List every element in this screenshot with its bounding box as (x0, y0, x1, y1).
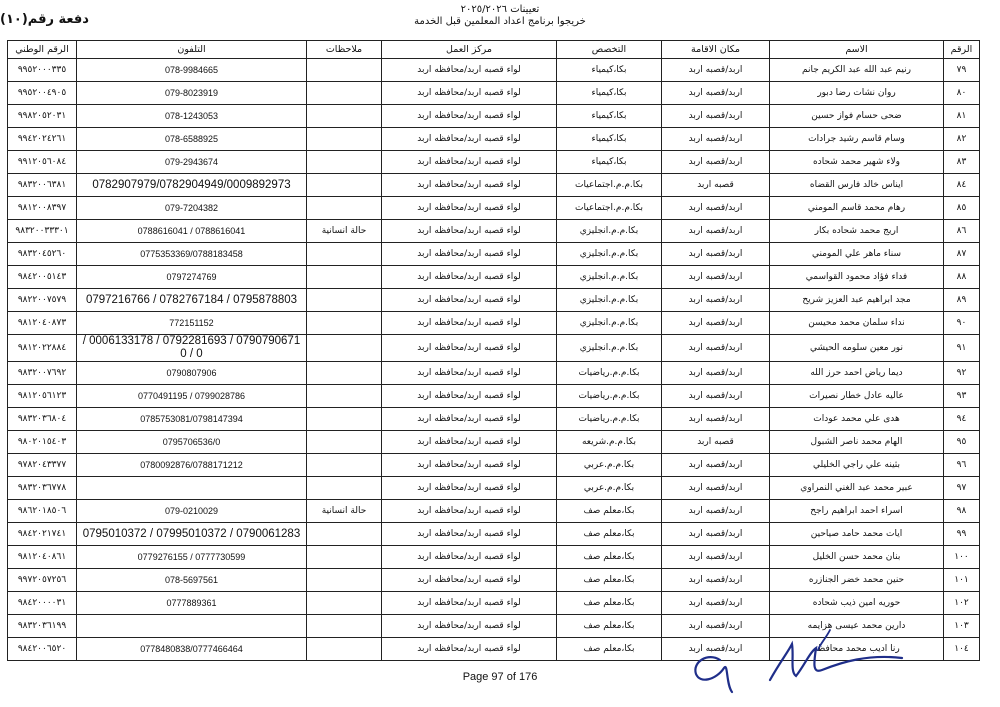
cell-num: ١٠٤ (944, 638, 980, 661)
cell-residence: اربد/قصبه اربد (662, 105, 770, 128)
cell-phone: 0790061283 / 07995010372 / 0795010372 (77, 523, 307, 546)
table-row (8, 312, 980, 335)
cell-residence: قصبه اربد (662, 174, 770, 197)
cell-workplace: لواء قصبه اربد/محافظه اربد (382, 477, 557, 500)
cell-phone: 079-0210029 (77, 500, 307, 523)
cell-residence: اربد/قصبه اربد (662, 362, 770, 385)
col-header-phone: التلفون (77, 41, 307, 59)
cell-notes (307, 408, 382, 431)
cell-specialty: بكا،معلم صف (557, 638, 662, 661)
cell-num: ٨١ (944, 105, 980, 128)
table-row (8, 335, 980, 362)
cell-residence: اربد/قصبه اربد (662, 220, 770, 243)
cell-notes (307, 362, 382, 385)
table-row (8, 82, 980, 105)
cell-national-id: ٩٩٥٢٠٠٠٣٣٥ (8, 59, 77, 82)
cell-national-id: ٩٨٣٢٠٤٥٢٦٠ (8, 243, 77, 266)
cell-specialty: بكا،كيمياء (557, 151, 662, 174)
cell-workplace: لواء قصبه اربد/محافظه اربد (382, 638, 557, 661)
cell-name: نور معين سلومه الحيشي (770, 335, 944, 362)
cell-national-id: ٩٨٣٢٠٣٦٨٠٤ (8, 408, 77, 431)
cell-name: روان نشات رضا دبور (770, 82, 944, 105)
cell-num: ٨٣ (944, 151, 980, 174)
cell-notes (307, 128, 382, 151)
cell-num: ٨٢ (944, 128, 980, 151)
col-header-workplace: مركز العمل (382, 41, 557, 59)
cell-specialty: بكا،معلم صف (557, 615, 662, 638)
cell-national-id: ٩٨١٢٠٥٦١٢٣ (8, 385, 77, 408)
cell-specialty: بكا.م.م.انجليزي (557, 243, 662, 266)
cell-num: ٩١ (944, 335, 980, 362)
cell-national-id: ٩٩٨٢٠٥٢٠٣١ (8, 105, 77, 128)
cell-phone: 079-8023919 (77, 82, 307, 105)
cell-num: ٩٨ (944, 500, 980, 523)
cell-national-id: ٩٨٣٢٠٣٦١٩٩ (8, 615, 77, 638)
cell-notes (307, 335, 382, 362)
cell-workplace: لواء قصبه اربد/محافظه اربد (382, 431, 557, 454)
cell-specialty: بكا.م.م.اجتماعيات (557, 197, 662, 220)
table-row (8, 454, 980, 477)
cell-name: دارين محمد عيسى هزايمه (770, 615, 944, 638)
cell-phone: 0795706536/0 (77, 431, 307, 454)
cell-workplace: لواء قصبه اربد/محافظه اربد (382, 243, 557, 266)
cell-workplace: لواء قصبه اربد/محافظه اربد (382, 385, 557, 408)
cell-phone: 0795878803 / 0782767184 / 0797216766 (77, 289, 307, 312)
cell-phone: 0788616041 / 0788616041 (77, 220, 307, 243)
cell-name: ايناس خالد فارس القضاه (770, 174, 944, 197)
cell-notes (307, 82, 382, 105)
cell-national-id: ٩٩٧٢٠٥٧٢٥٦ (8, 569, 77, 592)
cell-name: هدى علي محمد عودات (770, 408, 944, 431)
cell-workplace: لواء قصبه اربد/محافظه اربد (382, 615, 557, 638)
handwritten-signature (680, 622, 910, 697)
cell-notes (307, 477, 382, 500)
cell-notes (307, 592, 382, 615)
cell-specialty: بكا.م.م.انجليزي (557, 335, 662, 362)
cell-num: ٨٠ (944, 82, 980, 105)
document-header (0, 4, 1000, 28)
cell-notes (307, 289, 382, 312)
cell-specialty: بكا،معلم صف (557, 500, 662, 523)
table-row (8, 546, 980, 569)
cell-name: اسراء احمد ابراهيم راجح (770, 500, 944, 523)
cell-num: ٩٤ (944, 408, 980, 431)
table-row (8, 266, 980, 289)
table-row (8, 151, 980, 174)
cell-notes (307, 454, 382, 477)
cell-notes (307, 59, 382, 82)
cell-phone: 772151152 (77, 312, 307, 335)
cell-notes (307, 312, 382, 335)
cell-residence: قصبه اربد (662, 431, 770, 454)
cell-name: عبير محمد عبد الغني النمراوي (770, 477, 944, 500)
cell-notes (307, 174, 382, 197)
cell-workplace: لواء قصبه اربد/محافظه اربد (382, 220, 557, 243)
cell-specialty: بكا.م.م.عربي (557, 477, 662, 500)
cell-specialty: بكا.م.م.انجليزي (557, 220, 662, 243)
cell-notes (307, 523, 382, 546)
cell-residence: اربد/قصبه اربد (662, 266, 770, 289)
cell-num: ٩٢ (944, 362, 980, 385)
cell-notes (307, 615, 382, 638)
cell-notes (307, 569, 382, 592)
cell-national-id: ٩٨١٢٠٤٠٨٦١ (8, 546, 77, 569)
cell-national-id: ٩٨٣٢٠٠٣٣٣٠١ (8, 220, 77, 243)
cell-phone: 0780092876/0788171212 (77, 454, 307, 477)
cell-num: ٨٧ (944, 243, 980, 266)
col-header-specialty: التخصص (557, 41, 662, 59)
cell-name: ايات محمد حامد صياحين (770, 523, 944, 546)
cell-notes (307, 546, 382, 569)
cell-num: ٨٦ (944, 220, 980, 243)
cell-specialty: بكا،كيمياء (557, 82, 662, 105)
table-row (8, 289, 980, 312)
cell-notes (307, 197, 382, 220)
cell-specialty: بكا،معلم صف (557, 546, 662, 569)
cell-workplace: لواء قصبه اربد/محافظه اربد (382, 82, 557, 105)
cell-national-id: ٩٩٥٢٠٠٤٩٠٥ (8, 82, 77, 105)
table-row (8, 197, 980, 220)
cell-notes (307, 385, 382, 408)
cell-notes: حالة انسانية (307, 500, 382, 523)
cell-workplace: لواء قصبه اربد/محافظه اربد (382, 523, 557, 546)
table-row (8, 500, 980, 523)
cell-workplace: لواء قصبه اربد/محافظه اربد (382, 59, 557, 82)
cell-national-id: ٩٨٤٢٠٢١٧٤١ (8, 523, 77, 546)
cell-national-id: ٩٨١٢٠٠٨٣٩٧ (8, 197, 77, 220)
table-row (8, 174, 980, 197)
cell-name: بنان محمد حسن الخليل (770, 546, 944, 569)
cell-national-id: ٩٨٦٢٠١٨٥٠٦ (8, 500, 77, 523)
cell-workplace: لواء قصبه اربد/محافظه اربد (382, 266, 557, 289)
cell-phone: 0775353369/0788183458 (77, 243, 307, 266)
cell-phone: 0777730599 / 0779276155 (77, 546, 307, 569)
cell-num: ١٠٠ (944, 546, 980, 569)
cell-phone: 0777889361 (77, 592, 307, 615)
cell-num: ٩٧ (944, 477, 980, 500)
cell-name: نداء سلمان محمد محيسن (770, 312, 944, 335)
cell-national-id: ٩٨٣٢٠٣٦٧٧٨ (8, 477, 77, 500)
cell-national-id: ٩٩٤٢٠٢٤٢٦١ (8, 128, 77, 151)
cell-phone: 0799028786 / 0770491195 (77, 385, 307, 408)
cell-specialty: بكا،معلم صف (557, 569, 662, 592)
cell-residence: اربد/قصبه اربد (662, 312, 770, 335)
cell-residence: اربد/قصبه اربد (662, 638, 770, 661)
cell-name: رنا اديب محمد محافظه (770, 638, 944, 661)
page-footer: Page 97 of 176 (462, 671, 538, 683)
cell-notes (307, 243, 382, 266)
table-row (8, 243, 980, 266)
cell-workplace: لواء قصبه اربد/محافظه اربد (382, 592, 557, 615)
cell-workplace: لواء قصبه اربد/محافظه اربد (382, 105, 557, 128)
cell-phone: 078-1243053 (77, 105, 307, 128)
cell-specialty: بكا.م.م.عربي (557, 454, 662, 477)
cell-residence: اربد/قصبه اربد (662, 454, 770, 477)
cell-phone: 078-9984665 (77, 59, 307, 82)
cell-num: ١٠٣ (944, 615, 980, 638)
cell-specialty: بكا،كيمياء (557, 59, 662, 82)
cell-phone: 079-2943674 (77, 151, 307, 174)
cell-national-id: ٩٨٤٢٠٠٦٥٢٠ (8, 638, 77, 661)
cell-residence: اربد/قصبه اربد (662, 128, 770, 151)
cell-notes (307, 151, 382, 174)
cell-phone: 078-6588925 (77, 128, 307, 151)
cell-phone (77, 615, 307, 638)
cell-notes (307, 105, 382, 128)
cell-notes (307, 431, 382, 454)
cell-num: ٩٥ (944, 431, 980, 454)
cell-name: ولاء شهير محمد شحاده (770, 151, 944, 174)
cell-workplace: لواء قصبه اربد/محافظه اربد (382, 569, 557, 592)
cell-workplace: لواء قصبه اربد/محافظه اربد (382, 546, 557, 569)
cell-workplace: لواء قصبه اربد/محافظه اربد (382, 454, 557, 477)
cell-num: ٨٩ (944, 289, 980, 312)
cell-residence: اربد/قصبه اربد (662, 477, 770, 500)
cell-residence: اربد/قصبه اربد (662, 82, 770, 105)
cell-national-id: ٩٨١٢٠٢٢٨٨٤ (8, 335, 77, 362)
cell-residence: اربد/قصبه اربد (662, 243, 770, 266)
cell-name: بثينه علي راجي الخليلي (770, 454, 944, 477)
table-row (8, 431, 980, 454)
col-header-residence: مكان الاقامة (662, 41, 770, 59)
cell-notes: حالة انسانية (307, 220, 382, 243)
cell-workplace: لواء قصبه اربد/محافظه اربد (382, 289, 557, 312)
cell-num: ٩٠ (944, 312, 980, 335)
cell-name: حنين محمد خضر الجنازره (770, 569, 944, 592)
cell-name: رنيم عبد الله عبد الكريم جانم (770, 59, 944, 82)
cell-specialty: بكا.م.م.انجليزي (557, 312, 662, 335)
cell-specialty: بكا،كيمياء (557, 128, 662, 151)
cell-national-id: ٩٨١٢٠٤٠٨٧٣ (8, 312, 77, 335)
cell-specialty: بكا،كيمياء (557, 105, 662, 128)
cell-phone: 078-5697561 (77, 569, 307, 592)
batch-number: دفعة رقم(١٠) (0, 12, 89, 27)
cell-name: وسام قاسم رشيد جرادات (770, 128, 944, 151)
cell-residence: اربد/قصبه اربد (662, 523, 770, 546)
cell-residence: اربد/قصبه اربد (662, 615, 770, 638)
cell-workplace: لواء قصبه اربد/محافظه اربد (382, 500, 557, 523)
cell-workplace: لواء قصبه اربد/محافظه اربد (382, 335, 557, 362)
cell-residence: اربد/قصبه اربد (662, 500, 770, 523)
header-line-2: خريجوا برنامج اعداد المعلمين قبل الخدمة (414, 16, 586, 27)
col-header-notes: ملاحظات (307, 41, 382, 59)
table-body (8, 59, 980, 661)
cell-residence: اربد/قصبه اربد (662, 592, 770, 615)
cell-name: حوريه امين ذيب شحاده (770, 592, 944, 615)
cell-national-id: ٩٨٠٢٠١٥٤٠٣ (8, 431, 77, 454)
table-row (8, 385, 980, 408)
cell-national-id: ٩٨٣٢٠٠٧٦٩٢ (8, 362, 77, 385)
appointments-table (7, 40, 980, 661)
cell-name: عاليه عادل خطار نصيرات (770, 385, 944, 408)
cell-residence: اربد/قصبه اربد (662, 59, 770, 82)
table-row (8, 362, 980, 385)
cell-specialty: بكا،معلم صف (557, 523, 662, 546)
cell-national-id: ٩٩١٢٠٥٦٠٨٤ (8, 151, 77, 174)
cell-specialty: بكا.م.م.شريعه (557, 431, 662, 454)
cell-residence: اربد/قصبه اربد (662, 289, 770, 312)
cell-name: فداء فؤاد محمود القواسمي (770, 266, 944, 289)
cell-num: ٨٤ (944, 174, 980, 197)
cell-residence: اربد/قصبه اربد (662, 569, 770, 592)
cell-national-id: ٩٨٤٢٠٠٠٠٣١ (8, 592, 77, 615)
header-line-1: تعيينات ٢٠٢٥/٢٠٢٦ (460, 4, 540, 15)
cell-name: مجد ابراهيم عبد العزيز شريح (770, 289, 944, 312)
cell-specialty: بكا.م.م.انجليزي (557, 289, 662, 312)
table-row (8, 569, 980, 592)
cell-national-id: ٩٨٢٢٠٠٧٥٧٩ (8, 289, 77, 312)
cell-national-id: ٩٨٣٢٠٠٦٣٨١ (8, 174, 77, 197)
cell-workplace: لواء قصبه اربد/محافظه اربد (382, 128, 557, 151)
cell-specialty: بكا.م.م.رياضيات (557, 385, 662, 408)
cell-specialty: بكا.م.م.رياضيات (557, 408, 662, 431)
cell-name: اريج محمد شحاده بكار (770, 220, 944, 243)
cell-name: ديما رياض احمد حرز الله (770, 362, 944, 385)
cell-phone (77, 477, 307, 500)
cell-num: ٨٨ (944, 266, 980, 289)
table-row (8, 477, 980, 500)
table-row (8, 220, 980, 243)
cell-name: ضحى حسام فواز حسين (770, 105, 944, 128)
table-row (8, 59, 980, 82)
cell-residence: اربد/قصبه اربد (662, 335, 770, 362)
cell-residence: اربد/قصبه اربد (662, 385, 770, 408)
cell-num: ٩٩ (944, 523, 980, 546)
table-row (8, 408, 980, 431)
cell-phone: 0790790671 / 0792281693 / 0006133178 / 0 / 0 (77, 335, 307, 362)
cell-residence: اربد/قصبه اربد (662, 546, 770, 569)
cell-notes (307, 266, 382, 289)
cell-national-id: ٩٧٨٢٠٤٣٣٧٧ (8, 454, 77, 477)
table-header-row (8, 41, 980, 59)
cell-workplace: لواء قصبه اربد/محافظه اربد (382, 174, 557, 197)
cell-residence: اربد/قصبه اربد (662, 151, 770, 174)
cell-num: ٨٥ (944, 197, 980, 220)
cell-num: ٩٣ (944, 385, 980, 408)
cell-workplace: لواء قصبه اربد/محافظه اربد (382, 197, 557, 220)
cell-name: سناء ماهر علي المومني (770, 243, 944, 266)
cell-phone: 0790807906 (77, 362, 307, 385)
cell-phone: 0778480838/0777466464 (77, 638, 307, 661)
cell-phone: 0782907979/0782904949/0009892973 (77, 174, 307, 197)
cell-specialty: بكا.م.م.رياضيات (557, 362, 662, 385)
table-row (8, 105, 980, 128)
cell-workplace: لواء قصبه اربد/محافظه اربد (382, 312, 557, 335)
cell-workplace: لواء قصبه اربد/محافظه اربد (382, 362, 557, 385)
cell-notes (307, 638, 382, 661)
cell-workplace: لواء قصبه اربد/محافظه اربد (382, 151, 557, 174)
col-header-national-id: الرقم الوطني (8, 41, 77, 59)
cell-phone: 0785753081/0798147394 (77, 408, 307, 431)
cell-name: الهام محمد ناصر الشبول (770, 431, 944, 454)
cell-specialty: بكا.م.م.اجتماعيات (557, 174, 662, 197)
cell-num: ٩٦ (944, 454, 980, 477)
cell-residence: اربد/قصبه اربد (662, 197, 770, 220)
cell-num: ١٠١ (944, 569, 980, 592)
cell-num: ١٠٢ (944, 592, 980, 615)
cell-name: رهام محمد قاسم المومني (770, 197, 944, 220)
col-header-num: الرقم (944, 41, 980, 59)
cell-phone: 0797274769 (77, 266, 307, 289)
cell-phone: 079-7204382 (77, 197, 307, 220)
cell-residence: اربد/قصبه اربد (662, 408, 770, 431)
table-row (8, 592, 980, 615)
table-row (8, 523, 980, 546)
cell-specialty: بكا.م.م.انجليزي (557, 266, 662, 289)
col-header-name: الاسم (770, 41, 944, 59)
cell-national-id: ٩٨٤٢٠٠٥١٤٣ (8, 266, 77, 289)
table-row (8, 128, 980, 151)
cell-workplace: لواء قصبه اربد/محافظه اربد (382, 408, 557, 431)
cell-specialty: بكا،معلم صف (557, 592, 662, 615)
cell-num: ٧٩ (944, 59, 980, 82)
